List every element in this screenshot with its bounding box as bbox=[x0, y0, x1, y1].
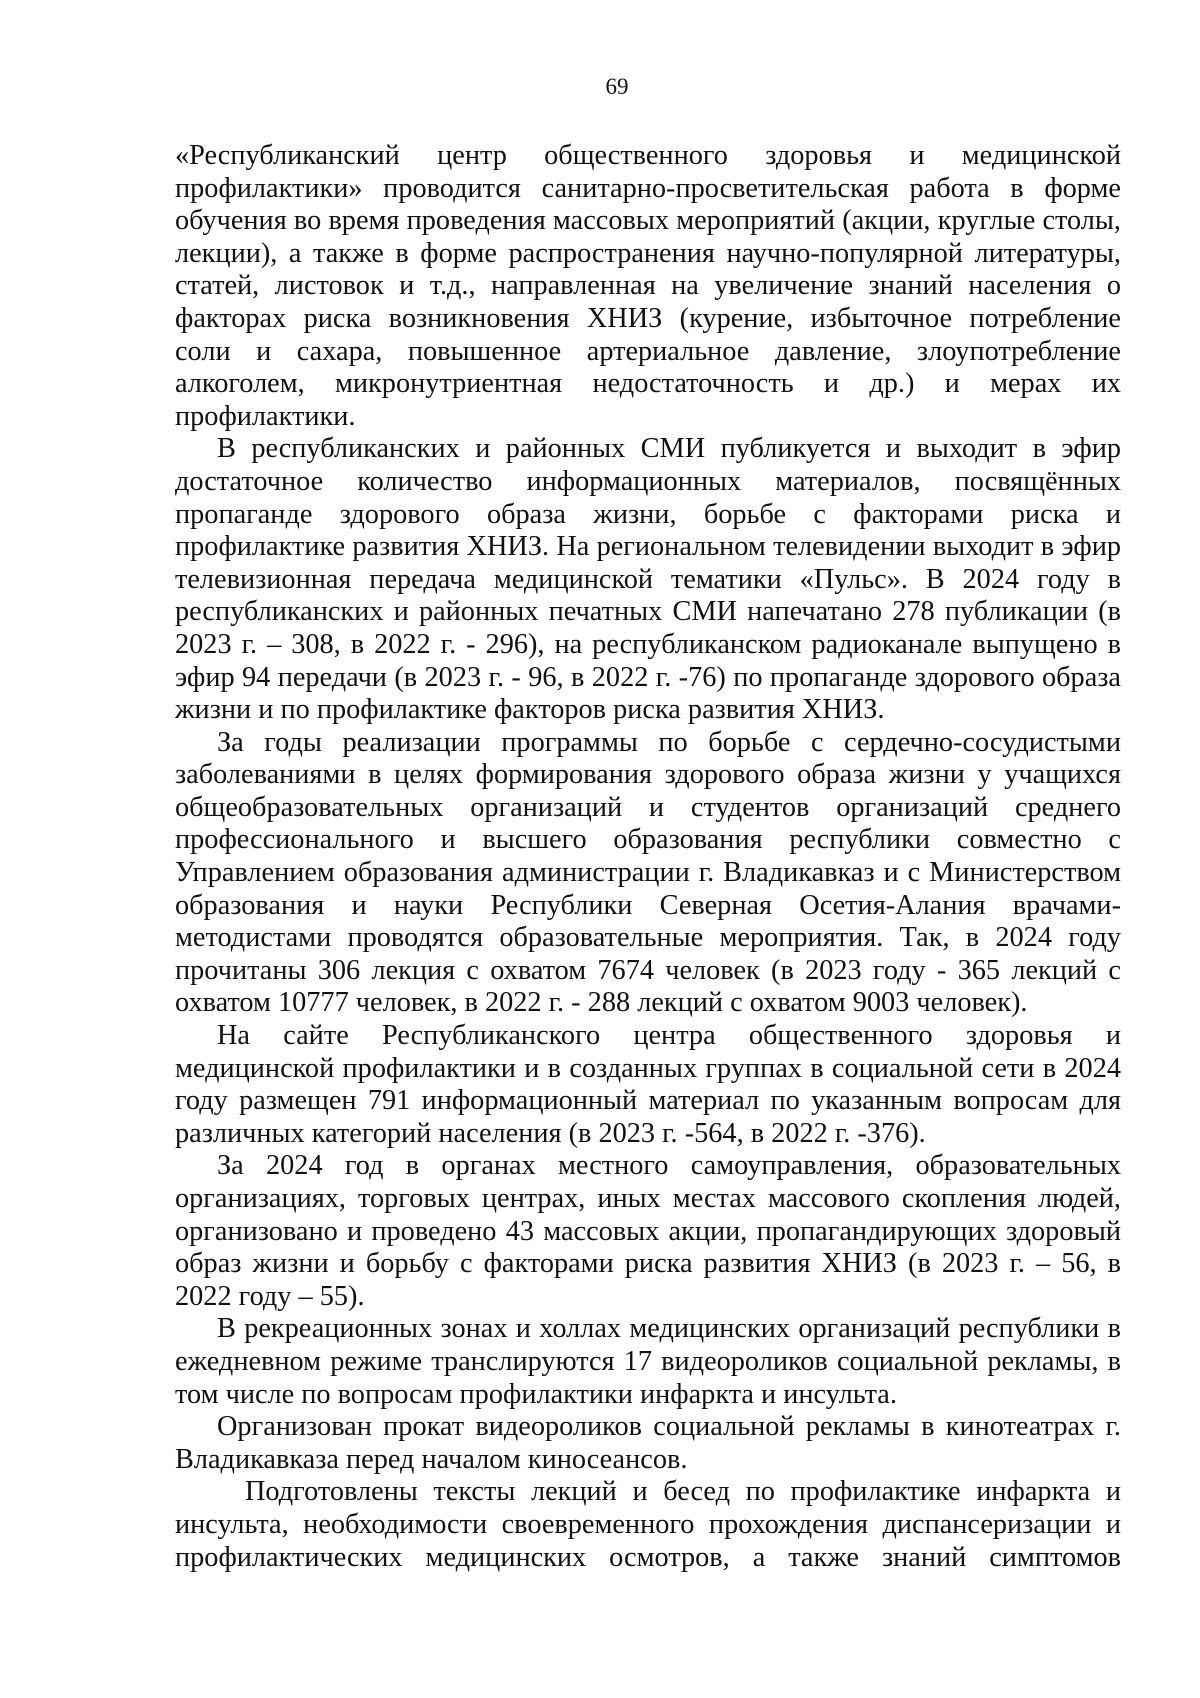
paragraph-public-health-center-work: «Республиканский центр общественного здоровья и медицинской профилактики» проводится санитарно-просветительская работа в форме обучения во время проведения массовых мероприятий (акции, круглые столы, лекции), а также в форме распространения научно-популярной литературы, статей, листовок и т.д., направленная на увеличение знаний населения о факторах риска возникновения ХНИЗ (курение, избыточное потребление соли и сахара, повышенное артериальное давление, злоупотребление алкоголем, микронутриентная недостаточность и др.) и мерах их профилактики. bbox=[175, 140, 1121, 432]
paragraph-cinema-ads: Организован прокат видеороликов социальной рекламы в кинотеатрах г. Владикавказа перед началом киносеансов. bbox=[175, 1411, 1121, 1475]
paragraph-mass-media: В республиканских и районных СМИ публикуется и выходит в эфир достаточное количество информационных материалов, посвящённых пропаганде здорового образа жизни, борьбе с факторами риска и профилактике развития ХНИЗ. На региональном телевидении выходит в эфир телевизионная передача медицинской тематики «Пульс». В 2024 году в республиканских и районных печатных СМИ напечатано 278 публикации (в 2023 г. – 308, в 2022 г. - 296), на республиканском радиоканале выпущено в эфир 94 передачи (в 2023 г. - 96, в 2022 г. -76) по пропаганде здорового образа жизни и по профилактике факторов риска развития ХНИЗ. bbox=[175, 433, 1121, 726]
paragraph-education-program: За годы реализации программы по борьбе с сердечно-сосудистыми заболеваниями в целях формирования здорового образа жизни у учащихся общеобразовательных организаций и студентов организаций среднего профессионального и высшего образования республики совместно с Управлением образования администрации г. Владикавказ и с Министерством образования и науки Республики Северная Осетия-Алания врачами-методистами проводятся образовательные мероприятия. Так, в 2024 году прочитаны 306 лекция с охватом 7674 человек (в 2023 году - 365 лекций с охватом 10777 человек, в 2022 г. - 288 лекций с охватом 9003 человек). bbox=[175, 726, 1121, 1019]
paragraph-website-materials: На сайте Республиканского центра общественного здоровья и медицинской профилактики и в созданных группах в социальной сети в 2024 году размещен 791 информационный материал по указанным вопросам для различных категорий населения (в 2023 г. -564, в 2022 г. -376). bbox=[175, 1020, 1121, 1149]
paragraph-video-clips: В рекреационных зонах и холлах медицинских организаций республики в ежедневном режиме транслируются 17 видеороликов социальной рекламы, в том числе по вопросам профилактики инфаркта и инсульта. bbox=[175, 1313, 1121, 1410]
page-number: 69 bbox=[605, 74, 629, 99]
paragraph-mass-events: За 2024 год в органах местного самоуправления, образовательных организациях, торговых центрах, иных местах массового скопления людей, организовано и проведено 43 массовых акции, пропагандирующих здоровый образ жизни и борьбу с факторами риска развития ХНИЗ (в 2023 г. – 56, в 2022 году – 55). bbox=[175, 1150, 1121, 1312]
document-body bbox=[175, 140, 1121, 1574]
paragraph-lecture-texts: Подготовлены тексты лекций и бесед по профилактике инфаркта и инсульта, необходимости своевременного прохождения диспансеризации и профилактических медицинских осмотров, а также знаний симптомов bbox=[175, 1476, 1121, 1573]
